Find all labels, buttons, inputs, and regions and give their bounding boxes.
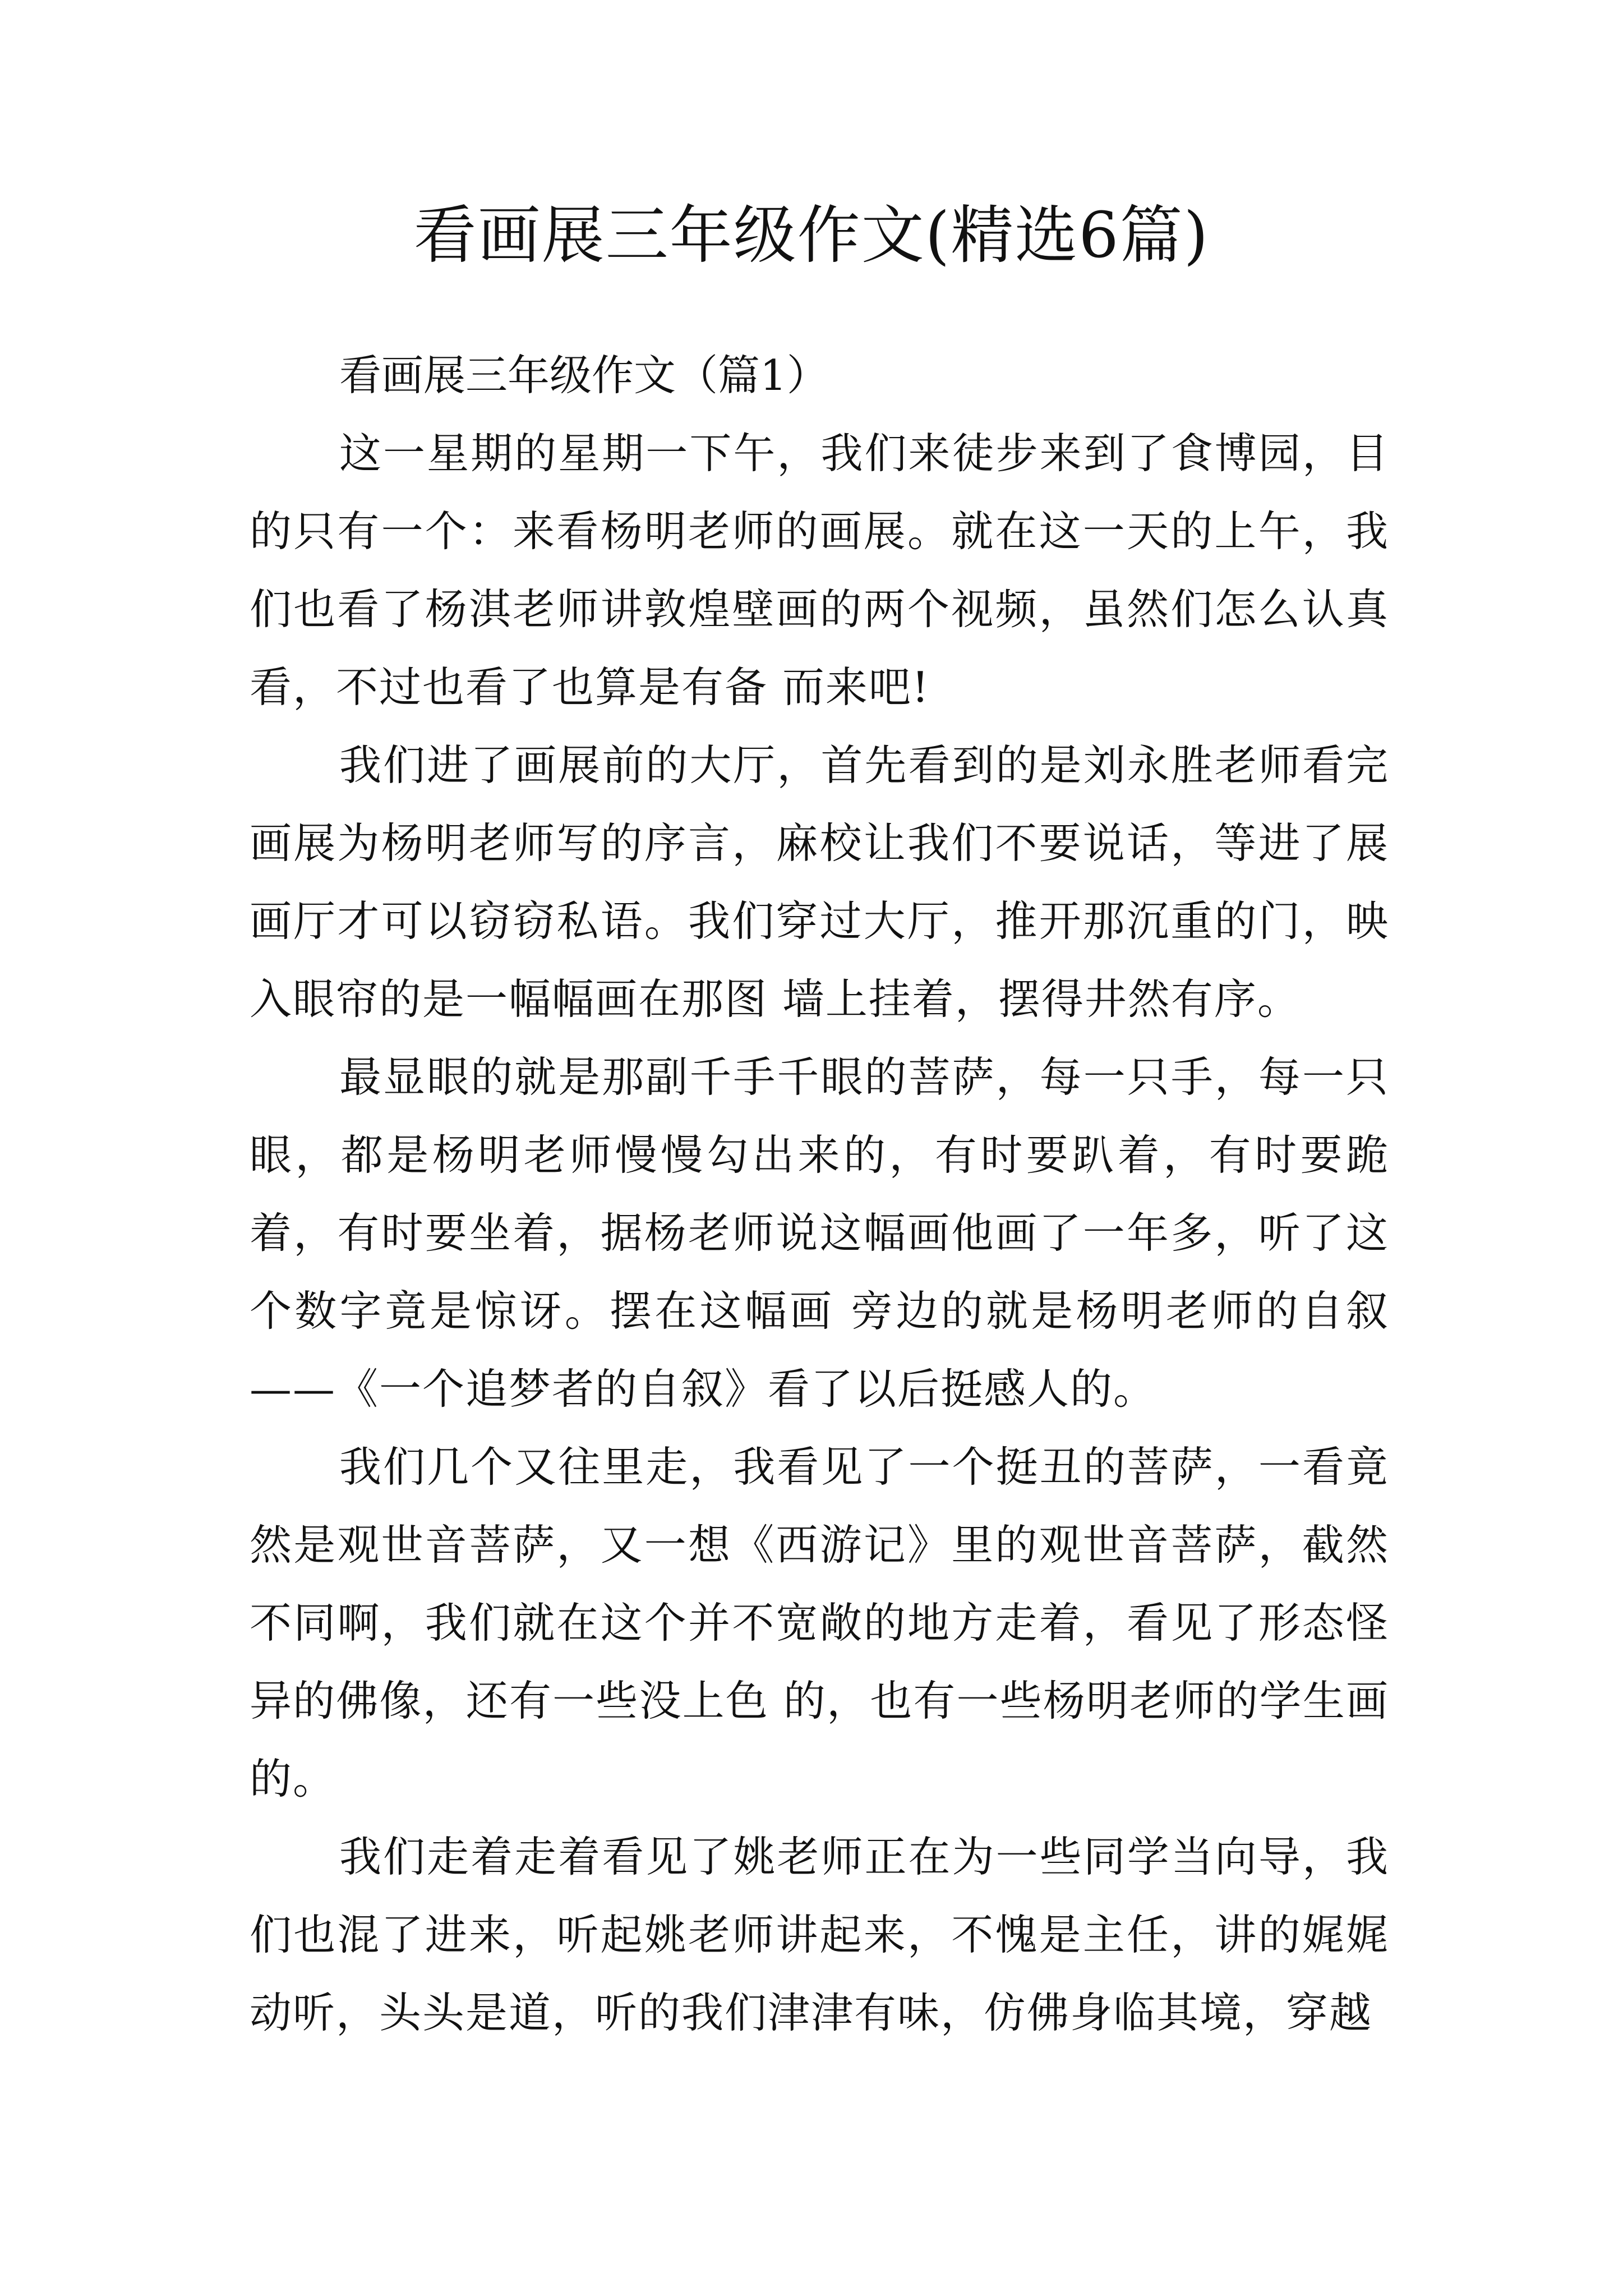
document-body xyxy=(250,337,1389,2052)
document-title: 看画展三年级作文(精选6篇) xyxy=(413,199,1210,272)
section-heading: 看画展三年级作文（篇1） xyxy=(339,351,829,400)
paragraph-3: 最显眼的就是那副千手千眼的菩萨，每一只手，每一只眼，都是杨明老师慢慢勾出来的，有时要趴着，有时要跪着，有时要坐着，据杨老师说这幅画他画了一年多，听了这个数字竟是惊讶。摆在这幅画 旁边的就是杨明老师的自叙——《一个追梦者的自叙》看了以后挺感人的。 xyxy=(250,1052,1389,1414)
paragraph-4: 我们几个又往里走，我看见了一个挺丑的菩萨，一看竟然是观世音菩萨，又一想《西游记》里的观世音菩萨，截然不同啊，我们就在这个并不宽敞的地方走着，看见了形态怪异的佛像，还有一些没上色 的，也有一些杨明老师的学生画的。 xyxy=(250,1442,1389,1803)
paragraph-1: 这一星期的星期一下午，我们来徒步来到了食博园，目的只有一个：来看杨明老师的画展。就在这一天的上午，我们也看了杨淇老师讲敦煌壁画的两个视频，虽然们怎么认真看，不过也看了也算是有备 而来吧! xyxy=(250,429,1389,712)
paragraph-5: 我们走着走着看见了姚老师正在为一些同学当向导，我们也混了进来，听起姚老师讲起来，不愧是主任，讲的娓娓动听，头头是道，听的我们津津有味，仿佛身临其境，穿越 xyxy=(250,1832,1389,2037)
paragraph-2: 我们进了画展前的大厅，首先看到的是刘永胜老师看完画展为杨明老师写的序言，麻校让我们不要说话，等进了展画厅才可以窃窃私语。我们穿过大厅，推开那沉重的门，映入眼帘的是一幅幅画在那图 墙上挂着，摆得井然有序。 xyxy=(250,740,1389,1024)
